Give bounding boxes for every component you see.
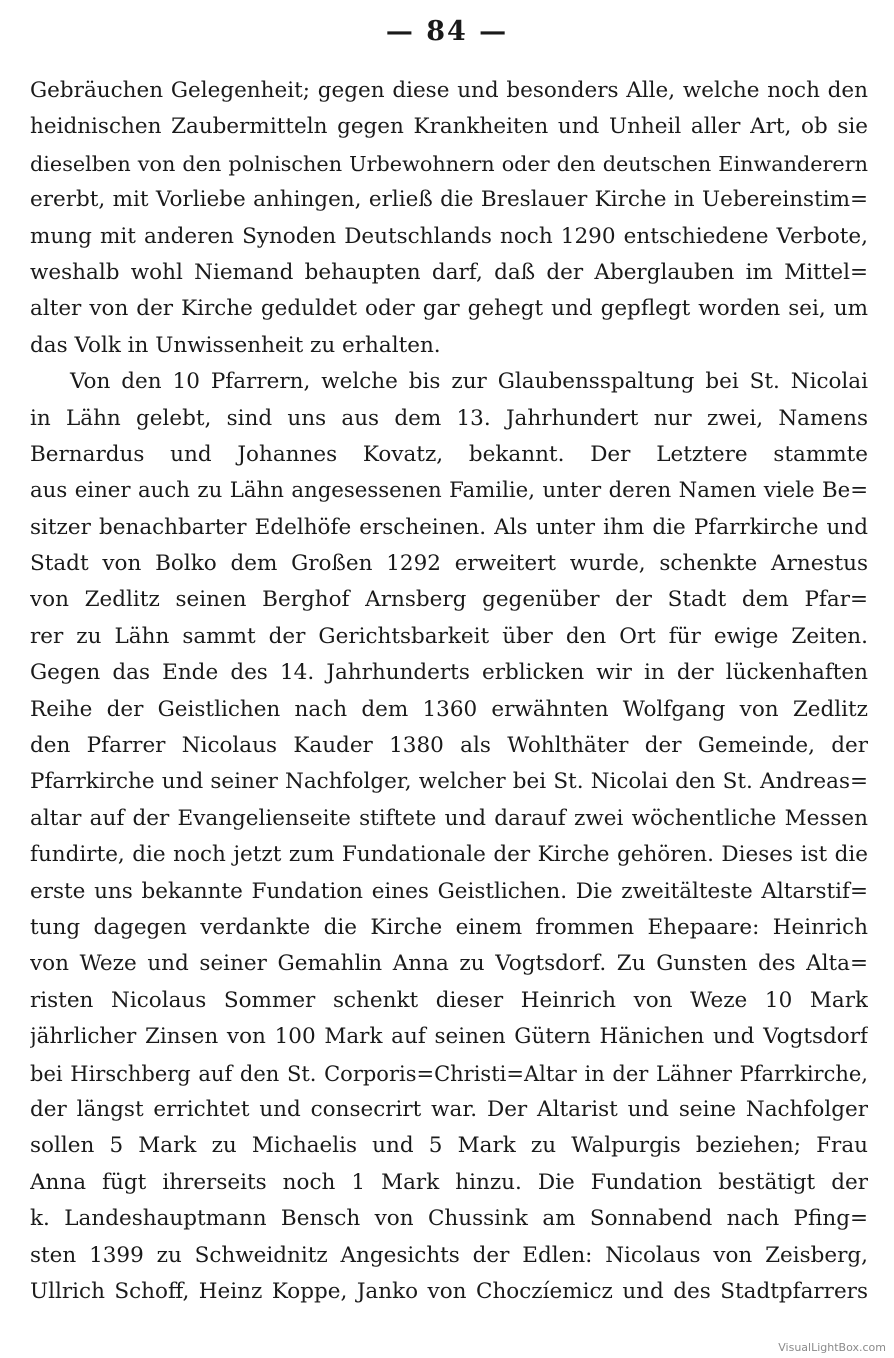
text-line: sollen 5 Mark zu Michaelis und 5 Mark zu Walpurgis beziehen; Frau [30, 1133, 868, 1159]
text-line: heidnischen Zaubermitteln gegen Krankheiten und Unheil aller Art, ob sie [30, 114, 868, 140]
text-line: aus einer auch zu Lähn angesessenen Familie, unter deren Namen viele Be= [30, 478, 868, 504]
text-line: Von den 10 Pfarrern, welche bis zur Glaubensspaltung bei St. Nicolai [70, 369, 868, 395]
text-line: das Volk in Unwissenheit zu erhalten. [30, 332, 441, 358]
text-line: Gebräuchen Gelegenheit; gegen diese und besonders Alle, welche noch den [30, 78, 868, 103]
text-line: bei Hirschberg auf den St. Corporis=Christi=Altar in der Lähner Pfarrkirche, [30, 1061, 868, 1086]
text-line: tung dagegen verdankte die Kirche einem frommen Ehepaare: Heinrich [30, 914, 868, 940]
text-line: ererbt, mit Vorliebe anhingen, erließ die Breslauer Kirche in Uebereinstim= [30, 187, 868, 213]
text-line: dieselben von den polnischen Urbewohnern oder den deutschen Einwanderern [30, 151, 868, 176]
text-line: mung mit anderen Synoden Deutschlands noch 1290 entschiedene Verbote, [30, 223, 868, 249]
text-line: Reihe der Geistlichen nach dem 1360 erwähnten Wolfgang von Zedlitz [30, 696, 868, 722]
text-line: Stadt von Bolko dem Großen 1292 erweitert wurde, schenkte Arnestus [30, 551, 868, 577]
text-line: von Weze und seiner Gemahlin Anna zu Vogtsdorf. Zu Gunsten des Alta= [30, 951, 868, 977]
text-line: Gegen das Ende des 14. Jahrhunderts erblicken wir in der lückenhaften [30, 660, 868, 686]
text-line: erste uns bekannte Fundation eines Geistlichen. Die zweitälteste Altarstif= [30, 878, 868, 904]
text-line: risten Nicolaus Sommer schenkt dieser Heinrich von Weze 10 Mark [30, 987, 868, 1013]
text-line: weshalb wohl Niemand behaupten darf, daß der Aberglauben im Mittel= [30, 259, 868, 285]
text-line: Pfarrkirche und seiner Nachfolger, welcher bei St. Nicolai den St. Andreas= [30, 769, 868, 795]
page-number: — 84 — [385, 16, 509, 47]
text-line: alter von der Kirche geduldet oder gar gehegt und gepflegt worden sei, um [30, 296, 868, 322]
text-line: jährlicher Zinsen von 100 Mark auf seinen Gütern Hänichen und Vogtsdorf [30, 1024, 868, 1050]
text-line: k. Landeshauptmann Bensch von Chussink am Sonnabend nach Pfing= [30, 1206, 868, 1232]
text-line: der längst errichtet und consecrirt war. Der Altarist und seine Nachfolger [30, 1096, 868, 1122]
text-line: von Zedlitz seinen Berghof Arnsberg gegenüber der Stadt dem Pfar= [30, 587, 868, 613]
text-line: sten 1399 zu Schweidnitz Angesichts der Edlen: Nicolaus von Zeisberg, [30, 1242, 868, 1268]
watermark: VisualLightBox.com [778, 1341, 886, 1354]
text-line: in Lähn gelebt, sind uns aus dem 13. Jahrhundert nur zwei, Namens [30, 405, 868, 431]
text-line: den Pfarrer Nicolaus Kauder 1380 als Wohlthäter der Gemeinde, der [30, 733, 868, 759]
text-line: altar auf der Evangelienseite stiftete und darauf zwei wöchentliche Messen [30, 805, 868, 831]
text-line: sitzer benachbarter Edelhöfe erscheinen. Als unter ihm die Pfarrkirche und [30, 514, 868, 540]
text-line: rer zu Lähn sammt der Gerichtsbarkeit über den Ort für ewige Zeiten. [30, 623, 868, 649]
text-line: Anna fügt ihrerseits noch 1 Mark hinzu. Die Fundation bestätigt der [30, 1169, 868, 1195]
text-line: Bernardus und Johannes Kovatz, bekannt. Der Letztere stammte [30, 441, 868, 467]
text-line: Ullrich Schoff, Heinz Koppe, Janko von Choczíemicz und des Stadtpfarrers [30, 1278, 868, 1304]
text-line: fundirte, die noch jetzt zum Fundationale der Kirche gehören. Dieses ist die [30, 842, 868, 868]
body-text [30, 73, 868, 1310]
